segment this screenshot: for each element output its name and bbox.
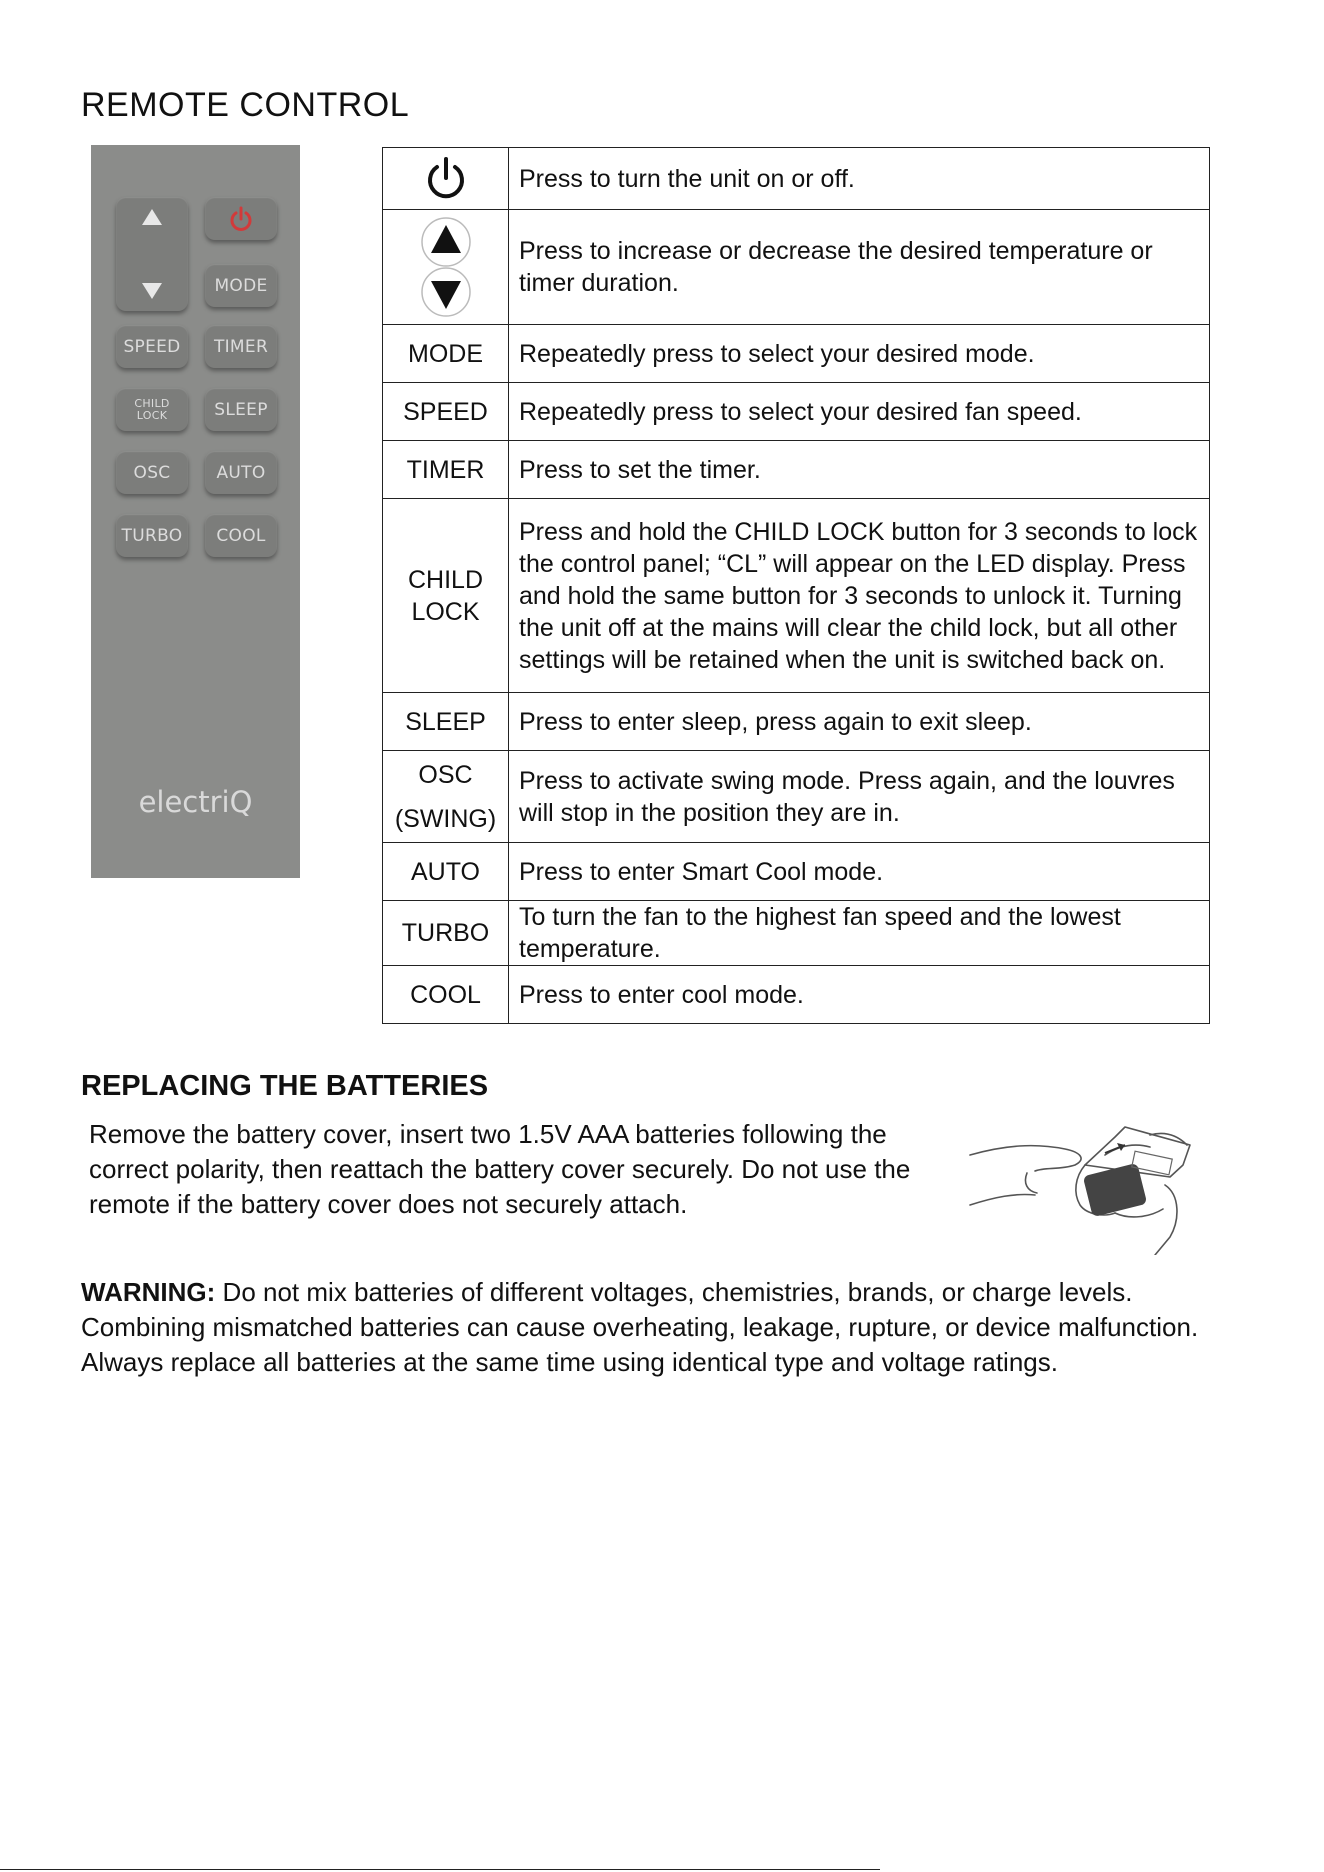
desc-cell: To turn the fan to the highest fan speed and the lowest temperature. <box>509 901 1210 966</box>
up-down-button <box>116 197 188 311</box>
table-row <box>383 901 1210 966</box>
down-arrow-icon <box>141 281 163 301</box>
desc-cell: Repeatedly press to select your desired mode. <box>509 325 1210 383</box>
power-icon <box>228 206 254 232</box>
remote-cool-button: COOL <box>205 514 277 557</box>
table-row <box>383 751 1210 843</box>
key-cell: SLEEP <box>383 693 509 751</box>
table-row <box>383 966 1210 1024</box>
table-row <box>383 843 1210 901</box>
up-arrow-icon <box>141 207 163 227</box>
batteries-heading: REPLACING THE BATTERIES <box>81 1070 489 1102</box>
key-cell: SPEED <box>383 383 509 441</box>
key-cell: MODE <box>383 325 509 383</box>
desc-cell: Press to set the timer. <box>509 441 1210 499</box>
battery-replacement-illustration <box>965 1125 1205 1255</box>
remote-sleep-button: SLEEP <box>205 388 277 431</box>
desc-cell: Repeatedly press to select your desired fan speed. <box>509 383 1210 441</box>
batteries-instructions: Remove the battery cover, insert two 1.5V AAA batteries following the correct polarity, then reattach the battery cover securely. Do not use the remote if the battery cover does not securely attach. <box>89 1119 911 1219</box>
remote-turbo-button: TURBO <box>116 514 188 557</box>
table-row <box>383 325 1210 383</box>
key-cell: OSC (SWING) <box>383 751 509 843</box>
remote-auto-button: AUTO <box>205 451 277 494</box>
remote-osc-button: OSC <box>116 451 188 494</box>
remote-mode-button: MODE <box>205 264 277 307</box>
remote-image <box>91 145 300 878</box>
table-row <box>383 441 1210 499</box>
remote-child-lock-button <box>116 388 188 431</box>
lock-label: LOCK <box>136 408 168 422</box>
remote-keys-table <box>382 147 1210 1024</box>
table-row <box>383 148 1210 210</box>
remote-timer-button: TIMER <box>205 325 277 368</box>
footer-rule <box>0 1869 880 1870</box>
table-row <box>383 210 1210 325</box>
warning-label: WARNING: <box>81 1277 216 1307</box>
table-row <box>383 383 1210 441</box>
key-cell: TURBO <box>383 901 509 966</box>
key-cell: COOL <box>383 966 509 1024</box>
desc-cell: Press to enter cool mode. <box>509 966 1210 1024</box>
desc-cell: Press to enter Smart Cool mode. <box>509 843 1210 901</box>
table-row <box>383 693 1210 751</box>
up-down-arrows-icon <box>418 215 474 319</box>
power-button <box>205 197 277 240</box>
key-cell <box>383 148 509 210</box>
battery-warning <box>81 1275 1251 1380</box>
remote-speed-button: SPEED <box>116 325 188 368</box>
key-cell: TIMER <box>383 441 509 499</box>
power-icon <box>423 156 469 202</box>
key-cell <box>383 210 509 325</box>
desc-cell: Press to enter sleep, press again to exit sleep. <box>509 693 1210 751</box>
child-label: CHILD <box>134 396 170 410</box>
key-cell: CHILD LOCK <box>383 499 509 693</box>
desc-cell: Press to increase or decrease the desired temperature or timer duration. <box>509 210 1210 325</box>
remote-control-heading: REMOTE CONTROL <box>81 86 410 124</box>
key-cell: AUTO <box>383 843 509 901</box>
warning-text: Do not mix batteries of different voltages, chemistries, brands, or charge levels. Combining mismatched batteries can cause overheating, leakage, rupture, or device malfunction. Always replace all batteries at the same time using identical type and voltage ratings. <box>81 1277 1199 1377</box>
brand-logo: electriQ <box>138 785 253 819</box>
desc-cell: Press and hold the CHILD LOCK button for 3 seconds to lock the control panel; “CL” will appear on the LED display. Press and hold the same button for 3 seconds to unlock it. Turning the unit off at the mains will clear the child lock, but all other settings will be retained when the unit is switched back on. <box>509 499 1210 693</box>
desc-cell: Press to turn the unit on or off. <box>509 148 1210 210</box>
table-row <box>383 499 1210 693</box>
desc-cell: Press to activate swing mode. Press again, and the louvres will stop in the position they are in. <box>509 751 1210 843</box>
